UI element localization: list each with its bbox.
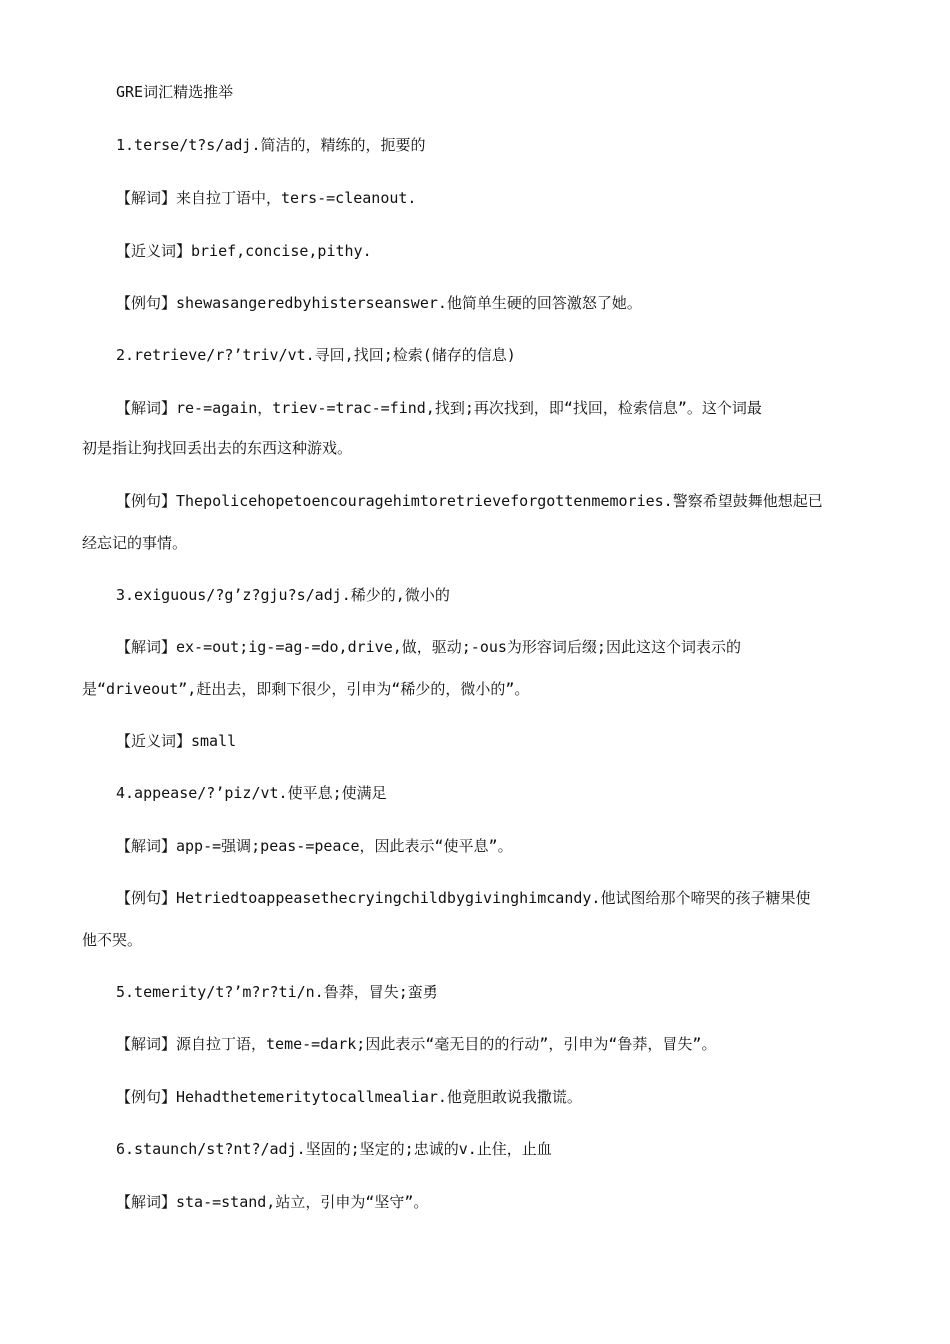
entry-2-etymology: 【解词】re-=again，triev-=trac-=find,找到;再次找到，即“找回，检索信息”。这个词最 [116,399,762,417]
entry-2-example: 【例句】Thepolicehopetoencouragehimtoretrieveforgottenmemories.警察希望鼓舞他想起已 [116,492,823,510]
entry-5-etymology: 【解词】源自拉丁语，teme-=dark;因此表示“毫无目的的行动”，引申为“鲁莽，冒失”。 [116,1035,717,1053]
entry-3-headword: 3.exiguous/?g’z?gju?s/adj.稀少的,微小的 [116,586,450,604]
entry-3-synonyms: 【近义词】small [116,732,237,750]
entry-1-headword: 1.terse/t?s/adj.简洁的，精练的，扼要的 [116,136,426,154]
entry-6-headword: 6.staunch/st?nt?/adj.坚固的;坚定的;忠诚的v.止住，止血 [116,1140,552,1158]
entry-5-example: 【例句】Hehadthetemeritytocallmealiar.他竟胆敢说我撒谎。 [116,1088,582,1106]
entry-1-etymology: 【解词】来自拉丁语中，ters-=cleanout. [116,189,417,207]
entry-2-etymology-cont: 初是指让狗找回丢出去的东西这种游戏。 [82,439,353,457]
entry-6-etymology: 【解词】sta-=stand,站立，引申为“坚守”。 [116,1193,429,1211]
entry-1-example: 【例句】shewasangeredbyhisterseanswer.他简单生硬的回答激怒了她。 [116,294,642,312]
entry-4-etymology: 【解词】app-=强调;peas-=peace，因此表示“使平息”。 [116,837,513,855]
entry-5-headword: 5.temerity/t?’m?r?ti/n.鲁莽，冒失;蛮勇 [116,983,438,1001]
entry-3-etymology: 【解词】ex-=out;ig-=ag-=do,drive,做，驱动;-ous为形容词后缀;因此这这个词表示的 [116,638,741,656]
entry-4-headword: 4.appease/?’piz/vt.使平息;使满足 [116,784,387,802]
entry-3-etymology-cont: 是“driveout”,赶出去，即剩下很少，引申为“稀少的，微小的”。 [82,680,530,698]
entry-1-synonyms: 【近义词】brief,concise,pithy. [116,242,372,260]
entry-4-example-cont: 他不哭。 [82,931,143,949]
entry-4-example: 【例句】Hetriedtoappeasethecryingchildbygivinghimcandy.他试图给那个啼哭的孩子糖果使 [116,889,811,907]
document-title: GRE词汇精选推举 [116,83,234,101]
entry-2-example-cont: 经忘记的事情。 [82,534,188,552]
entry-2-headword: 2.retrieve/r?’triv/vt.寻回,找回;检索(储存的信息) [116,346,516,364]
